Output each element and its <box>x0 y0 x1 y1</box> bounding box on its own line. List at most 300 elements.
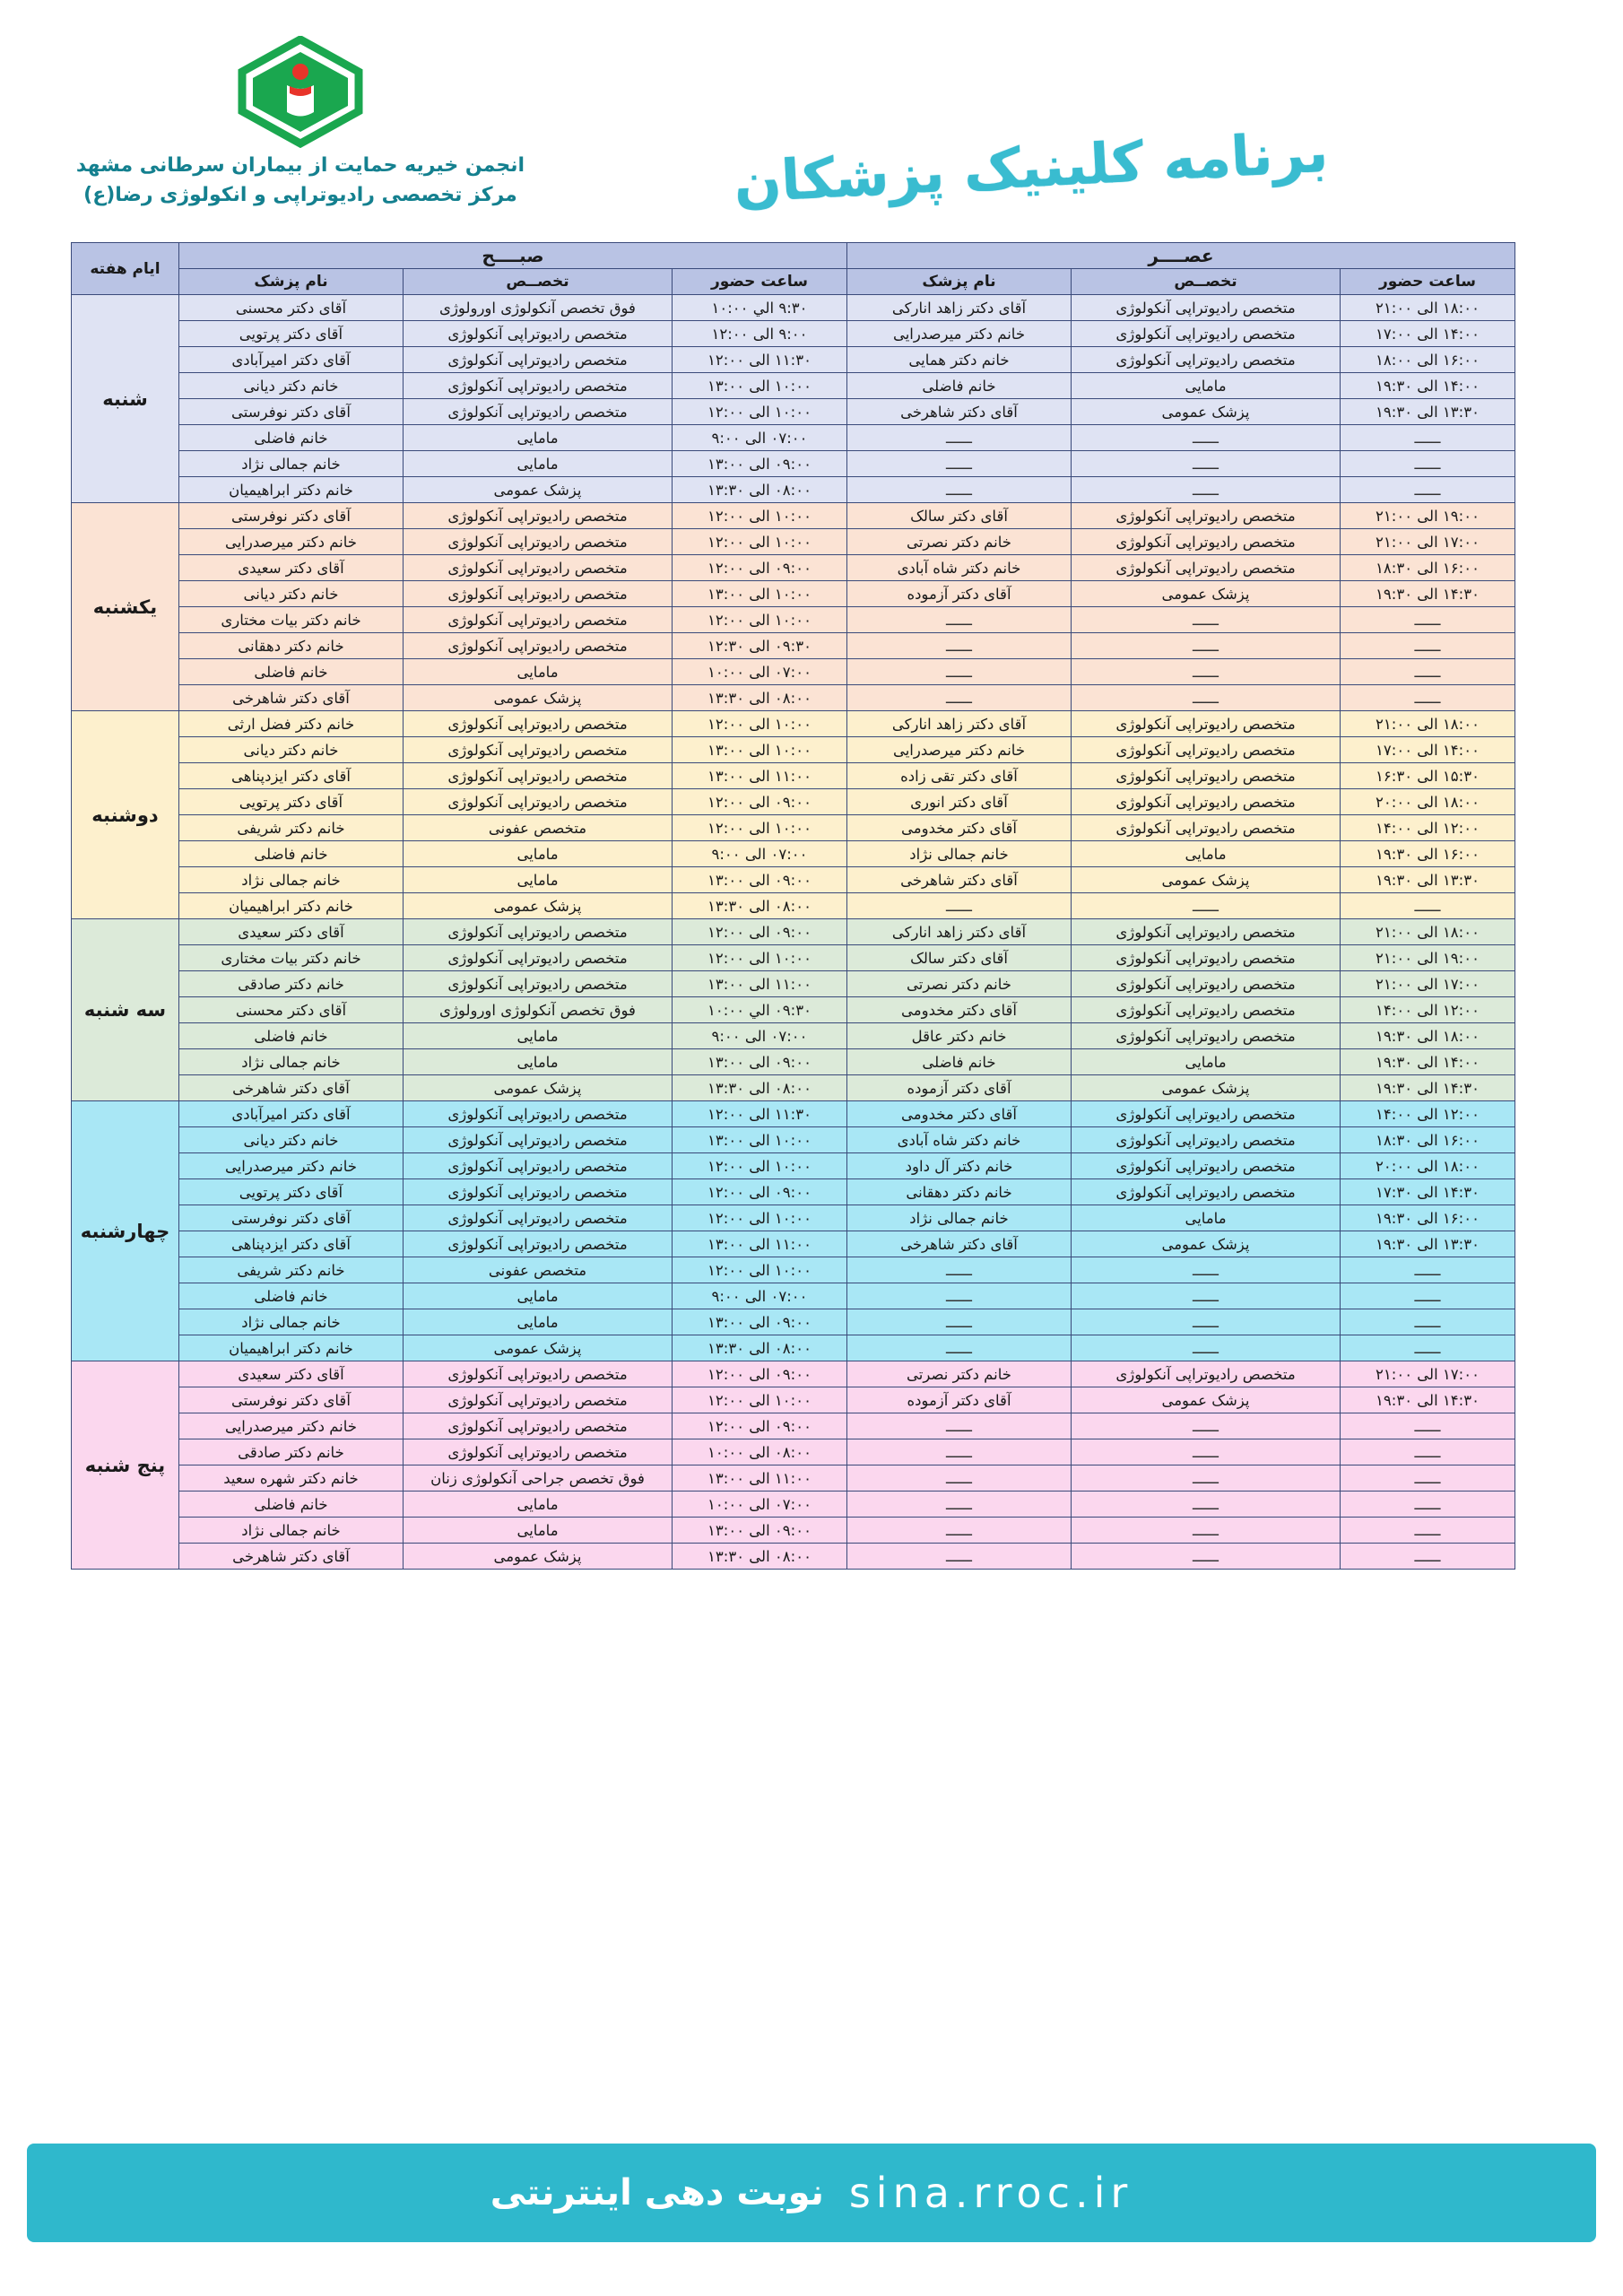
brand-line-1: انجمن خیریه حمایت از بیماران سرطانی مشهد <box>75 154 525 177</box>
cell-morning-spec: پزشک عمومی <box>404 1335 673 1361</box>
table-row <box>71 555 1515 581</box>
table-row <box>71 321 1515 347</box>
cell-morning-spec: متخصص رادیوتراپی آنكولوژی <box>404 373 673 399</box>
cell-morning-name: خانم دکتر ابراهیمیان <box>178 477 403 503</box>
cell-evening-spec: متخصص رادیوتراپی آنكولوژی <box>1072 295 1341 321</box>
table-row <box>71 581 1515 607</box>
cell-evening-spec: ــــــ <box>1072 1518 1341 1544</box>
cell-morning-time: ۱۰:۰۰ الی ۱۲:۰۰ <box>673 1387 847 1413</box>
cell-evening-name: ــــــ <box>847 451 1072 477</box>
cell-morning-name: خانم جمالی نژاد <box>178 1049 403 1075</box>
cell-evening-name: ــــــ <box>847 1544 1072 1570</box>
cell-morning-name: خانم جمالی نژاد <box>178 867 403 893</box>
cell-morning-spec: پزشک عمومی <box>404 685 673 711</box>
cell-evening-name: آقای دکتر آزموده <box>847 1387 1072 1413</box>
cell-morning-spec: مامایی <box>404 1023 673 1049</box>
cell-morning-spec: متخصص رادیوتراپی آنكولوژی <box>404 789 673 815</box>
cell-evening-time: ــــــ <box>1341 633 1515 659</box>
cell-morning-time: ۰۹:۰۰ الی ۱۲:۰۰ <box>673 1179 847 1205</box>
cell-evening-time: ــــــ <box>1341 1283 1515 1309</box>
table-row <box>71 971 1515 997</box>
cell-evening-name: ــــــ <box>847 659 1072 685</box>
cell-morning-time: ۱۱:۰۰ الی ۱۳:۰۰ <box>673 1231 847 1257</box>
cell-morning-time: ۱۰:۰۰ الی ۱۲:۰۰ <box>673 815 847 841</box>
table-row <box>71 945 1515 971</box>
footer-bar <box>27 2144 1596 2242</box>
header-day: ایام هفته <box>71 243 178 295</box>
cell-evening-time: ۱۶:۰۰ الی ۱۸:۳۰ <box>1341 555 1515 581</box>
cell-morning-time: ۰۹:۳۰ الي ۱۰:۰۰ <box>673 997 847 1023</box>
cell-morning-name: خانم دکتر بیات مختاری <box>178 945 403 971</box>
cell-morning-time: ۱۰:۰۰ الی ۱۳:۰۰ <box>673 581 847 607</box>
cell-evening-time: ــــــ <box>1341 1518 1515 1544</box>
cell-day-2: دوشنبه <box>71 711 178 919</box>
table-row <box>71 1049 1515 1075</box>
cell-evening-spec: ــــــ <box>1072 451 1341 477</box>
cell-evening-spec: پزشک عمومی <box>1072 867 1341 893</box>
cell-morning-spec: مامایی <box>404 451 673 477</box>
table-row <box>71 1309 1515 1335</box>
cell-morning-name: آقای دکتر شاهرخی <box>178 685 403 711</box>
cell-morning-name: خانم دکتر فضل ارثی <box>178 711 403 737</box>
cell-evening-name: ــــــ <box>847 425 1072 451</box>
cell-morning-time: ۰۹:۰۰ الی ۱۲:۰۰ <box>673 1413 847 1439</box>
cell-evening-time: ــــــ <box>1341 477 1515 503</box>
cell-evening-name: خانم فاضلی <box>847 373 1072 399</box>
cell-morning-name: آقای دکتر شاهرخی <box>178 1544 403 1570</box>
cell-evening-spec: متخصص رادیوتراپی آنكولوژی <box>1072 737 1341 763</box>
cell-evening-time: ۱۴:۰۰ الی ۱۹:۳۰ <box>1341 1049 1515 1075</box>
cell-morning-name: آقای دکتر ایزدپناهی <box>178 1231 403 1257</box>
cell-evening-spec: ــــــ <box>1072 1413 1341 1439</box>
table-row <box>71 659 1515 685</box>
cell-day-4: چهارشنبه <box>71 1101 178 1361</box>
cell-evening-spec: ــــــ <box>1072 1465 1341 1492</box>
cell-evening-spec: مامایی <box>1072 373 1341 399</box>
cell-evening-name: آقای دکتر آزموده <box>847 581 1072 607</box>
cell-evening-name: آقای دکتر زاهد اناركی <box>847 919 1072 945</box>
cell-evening-name: ــــــ <box>847 477 1072 503</box>
cell-evening-time: ۱۴:۳۰ الی ۱۹:۳۰ <box>1341 1387 1515 1413</box>
cell-morning-time: ۱۱:۰۰ الی ۱۳:۰۰ <box>673 763 847 789</box>
header-evening-spec: تخصــص <box>1072 269 1341 295</box>
cell-morning-time: ۰۷:۰۰ الی ۹:۰۰ <box>673 425 847 451</box>
cell-evening-time: ۱۴:۳۰ الی ۱۹:۳۰ <box>1341 1075 1515 1101</box>
cell-evening-name: ــــــ <box>847 1283 1072 1309</box>
schedule-table-wrap <box>0 242 1623 1570</box>
cell-morning-name: خانم فاضلی <box>178 1283 403 1309</box>
table-row <box>71 477 1515 503</box>
cell-morning-time: ۰۸:۰۰ الی ۱۳:۳۰ <box>673 477 847 503</box>
cell-morning-time: ۱۱:۳۰ الی ۱۲:۰۰ <box>673 347 847 373</box>
cell-morning-name: آقای دکتر سعیدی <box>178 1361 403 1387</box>
cell-evening-time: ۱۶:۰۰ الی ۱۹:۳۰ <box>1341 841 1515 867</box>
cell-evening-spec: متخصص رادیوتراپی آنكولوژی <box>1072 971 1341 997</box>
group-morning: صبــــح <box>178 243 846 269</box>
cell-evening-time: ۱۴:۳۰ الی ۱۹:۳۰ <box>1341 581 1515 607</box>
table-row <box>71 425 1515 451</box>
cell-evening-name: ــــــ <box>847 1413 1072 1439</box>
cell-evening-time: ــــــ <box>1341 685 1515 711</box>
cell-evening-time: ــــــ <box>1341 1257 1515 1283</box>
cell-morning-spec: متخصص رادیوتراپی آنكولوژی <box>404 711 673 737</box>
cell-morning-name: خانم دکتر میرصدرایی <box>178 1153 403 1179</box>
cell-evening-time: ــــــ <box>1341 1439 1515 1465</box>
cell-evening-time: ــــــ <box>1341 1544 1515 1570</box>
cell-evening-name: خانم دکتر نصرتی <box>847 971 1072 997</box>
table-row <box>71 1544 1515 1570</box>
cell-evening-time: ــــــ <box>1341 1335 1515 1361</box>
cell-evening-name: خانم دکتر نصرتی <box>847 529 1072 555</box>
table-row <box>71 997 1515 1023</box>
cell-morning-spec: مامایی <box>404 867 673 893</box>
cell-morning-time: ۱۰:۰۰ الی ۱۲:۰۰ <box>673 607 847 633</box>
cell-morning-time: ۱۱:۰۰ الی ۱۳:۰۰ <box>673 971 847 997</box>
table-row <box>71 633 1515 659</box>
cell-evening-spec: متخصص رادیوتراپی آنكولوژی <box>1072 503 1341 529</box>
cell-morning-name: خانم فاضلی <box>178 841 403 867</box>
table-row <box>71 1205 1515 1231</box>
cell-morning-time: ۰۷:۰۰ الی ۱۰:۰۰ <box>673 659 847 685</box>
cell-morning-time: ۰۸:۰۰ الی ۱۰:۰۰ <box>673 1439 847 1465</box>
cell-morning-time: ۱۱:۳۰ الی ۱۲:۰۰ <box>673 1101 847 1127</box>
cell-morning-spec: متخصص رادیوتراپی آنكولوژی <box>404 607 673 633</box>
cell-evening-name: آقای دکتر آزموده <box>847 1075 1072 1101</box>
cell-morning-spec: مامایی <box>404 1309 673 1335</box>
cell-evening-time: ۱۴:۰۰ الی ۱۷:۰۰ <box>1341 321 1515 347</box>
cell-evening-name: ــــــ <box>847 893 1072 919</box>
cell-morning-spec: متخصص رادیوتراپی آنكولوژی <box>404 633 673 659</box>
charity-logo-icon <box>233 36 368 144</box>
cell-morning-time: ۰۷:۰۰ الی ۹:۰۰ <box>673 841 847 867</box>
cell-morning-spec: پزشک عمومی <box>404 477 673 503</box>
cell-morning-name: خانم دکتر صادقی <box>178 1439 403 1465</box>
cell-morning-time: ۱۰:۰۰ الی ۱۲:۰۰ <box>673 503 847 529</box>
cell-evening-spec: پزشک عمومی <box>1072 581 1341 607</box>
table-row <box>71 1179 1515 1205</box>
cell-evening-time: ــــــ <box>1341 893 1515 919</box>
cell-evening-spec: ــــــ <box>1072 425 1341 451</box>
cell-morning-time: ۱۰:۰۰ الی ۱۲:۰۰ <box>673 1205 847 1231</box>
column-header-row <box>71 269 1515 295</box>
cell-evening-name: آقای دکتر زاهد اناركی <box>847 711 1072 737</box>
cell-evening-spec: مامایی <box>1072 841 1341 867</box>
cell-morning-spec: متخصص رادیوتراپی آنكولوژی <box>404 529 673 555</box>
cell-evening-time: ۱۲:۰۰ الی ۱۴:۰۰ <box>1341 815 1515 841</box>
table-row <box>71 373 1515 399</box>
cell-evening-spec: ــــــ <box>1072 477 1341 503</box>
cell-morning-name: خانم دکتر شریفی <box>178 1257 403 1283</box>
table-row <box>71 841 1515 867</box>
cell-evening-name: آقای دکتر سالک <box>847 503 1072 529</box>
cell-evening-time: ــــــ <box>1341 1309 1515 1335</box>
cell-evening-time: ۱۶:۰۰ الی ۱۸:۳۰ <box>1341 1127 1515 1153</box>
cell-evening-time: ــــــ <box>1341 1492 1515 1518</box>
cell-evening-spec: متخصص رادیوتراپی آنكولوژی <box>1072 945 1341 971</box>
brand-line-2: مرکز تخصصی رادیوتراپی و انکولوژی رضا(ع) <box>83 184 517 206</box>
cell-morning-name: خانم جمالی نژاد <box>178 1309 403 1335</box>
cell-evening-name: ــــــ <box>847 607 1072 633</box>
cell-morning-spec: مامایی <box>404 1283 673 1309</box>
page-title: برنامه کلینیک پزشکان <box>732 118 1331 216</box>
cell-morning-spec: فوق تخصص آنکولوژی اورولوژی <box>404 295 673 321</box>
cell-evening-time: ۱۲:۰۰ الی ۱۴:۰۰ <box>1341 997 1515 1023</box>
cell-morning-time: ۹:۰۰ الی ۱۲:۰۰ <box>673 321 847 347</box>
cell-evening-name: آقای دکتر سالک <box>847 945 1072 971</box>
cell-evening-spec: متخصص رادیوتراپی آنكولوژی <box>1072 1023 1341 1049</box>
table-row <box>71 1492 1515 1518</box>
cell-morning-spec: متخصص رادیوتراپی آنكولوژی <box>404 945 673 971</box>
cell-evening-spec: متخصص رادیوتراپی آنكولوژی <box>1072 997 1341 1023</box>
cell-evening-spec: متخصص رادیوتراپی آنكولوژی <box>1072 347 1341 373</box>
cell-morning-time: ۰۸:۰۰ الی ۱۳:۳۰ <box>673 1544 847 1570</box>
cell-morning-time: ۱۰:۰۰ الی ۱۲:۰۰ <box>673 399 847 425</box>
cell-evening-time: ۱۸:۰۰ الی ۲۱:۰۰ <box>1341 295 1515 321</box>
cell-morning-spec: پزشک عمومی <box>404 1544 673 1570</box>
cell-evening-spec: پزشک عمومی <box>1072 1387 1341 1413</box>
cell-evening-spec: متخصص رادیوتراپی آنكولوژی <box>1072 529 1341 555</box>
cell-morning-spec: مامایی <box>404 841 673 867</box>
cell-evening-time: ــــــ <box>1341 451 1515 477</box>
cell-evening-spec: ــــــ <box>1072 685 1341 711</box>
table-row <box>71 1231 1515 1257</box>
table-row <box>71 1361 1515 1387</box>
cell-morning-name: خانم دکتر بیات مختاری <box>178 607 403 633</box>
cell-morning-name: خانم دکتر دیانی <box>178 1127 403 1153</box>
cell-morning-time: ۹:۳۰ الي ۱۰:۰۰ <box>673 295 847 321</box>
header-evening-time: ساعت حضور <box>1341 269 1515 295</box>
cell-evening-time: ۱۹:۰۰ الی ۲۱:۰۰ <box>1341 503 1515 529</box>
cell-evening-spec: متخصص رادیوتراپی آنكولوژی <box>1072 1361 1341 1387</box>
cell-day-0: شنبه <box>71 295 178 503</box>
cell-evening-name: خانم دکتر عاقل <box>847 1023 1072 1049</box>
table-body <box>71 295 1515 1570</box>
cell-morning-spec: متخصص رادیوتراپی آنكولوژی <box>404 1179 673 1205</box>
cell-evening-spec: ــــــ <box>1072 1335 1341 1361</box>
cell-evening-time: ــــــ <box>1341 607 1515 633</box>
booking-url[interactable]: sina.rroc.ir <box>848 2169 1133 2217</box>
cell-morning-name: خانم جمالی نژاد <box>178 451 403 477</box>
table-row <box>71 451 1515 477</box>
cell-evening-time: ۱۳:۳۰ الی ۱۹:۳۰ <box>1341 1231 1515 1257</box>
cell-morning-time: ۰۷:۰۰ الی ۹:۰۰ <box>673 1283 847 1309</box>
cell-morning-name: آقای دکتر محسنی <box>178 997 403 1023</box>
cell-morning-spec: متخصص رادیوتراپی آنكولوژی <box>404 555 673 581</box>
cell-morning-time: ۰۸:۰۰ الی ۱۳:۳۰ <box>673 893 847 919</box>
cell-morning-name: آقای دکتر ایزدپناهی <box>178 763 403 789</box>
cell-morning-time: ۱۰:۰۰ الی ۱۲:۰۰ <box>673 711 847 737</box>
cell-evening-spec: پزشک عمومی <box>1072 1075 1341 1101</box>
cell-morning-spec: متخصص رادیوتراپی آنكولوژی <box>404 1101 673 1127</box>
cell-morning-time: ۰۹:۳۰ الی ۱۲:۳۰ <box>673 633 847 659</box>
cell-evening-name: خانم جمالی نژاد <box>847 1205 1072 1231</box>
table-row <box>71 685 1515 711</box>
cell-evening-name: آقای دکتر زاهد اناركی <box>847 295 1072 321</box>
cell-evening-name: آقای دکتر شاهرخی <box>847 1231 1072 1257</box>
cell-evening-time: ۱۵:۳۰ الی ۱۶:۳۰ <box>1341 763 1515 789</box>
cell-morning-time: ۱۰:۰۰ الی ۱۳:۰۰ <box>673 1127 847 1153</box>
cell-morning-spec: متخصص رادیوتراپی آنكولوژی <box>404 763 673 789</box>
cell-morning-spec: مامایی <box>404 425 673 451</box>
cell-evening-time: ۱۶:۰۰ الی ۱۹:۳۰ <box>1341 1205 1515 1231</box>
cell-morning-spec: متخصص رادیوتراپی آنكولوژی <box>404 1153 673 1179</box>
cell-morning-name: خانم فاضلی <box>178 1492 403 1518</box>
cell-morning-spec: متخصص رادیوتراپی آنكولوژی <box>404 503 673 529</box>
table-row <box>71 1413 1515 1439</box>
cell-morning-spec: فوق تخصص آنکولوژی اورولوژی <box>404 997 673 1023</box>
cell-evening-spec: پزشک عمومی <box>1072 399 1341 425</box>
cell-evening-time: ــــــ <box>1341 1413 1515 1439</box>
cell-evening-name: آقای دکتر مخدومی <box>847 997 1072 1023</box>
cell-morning-spec: متخصص رادیوتراپی آنكولوژی <box>404 399 673 425</box>
cell-evening-name: ــــــ <box>847 633 1072 659</box>
cell-morning-time: ۱۰:۰۰ الی ۱۳:۰۰ <box>673 373 847 399</box>
cell-morning-name: آقای دکتر نوفرستی <box>178 399 403 425</box>
cell-evening-name: ــــــ <box>847 1309 1072 1335</box>
cell-morning-time: ۰۹:۰۰ الی ۱۲:۰۰ <box>673 919 847 945</box>
cell-morning-spec: متخصص رادیوتراپی آنكولوژی <box>404 1127 673 1153</box>
cell-evening-name: خانم دکتر شاه آبادی <box>847 1127 1072 1153</box>
cell-day-1: یکشنبه <box>71 503 178 711</box>
cell-morning-spec: متخصص رادیوتراپی آنكولوژی <box>404 1413 673 1439</box>
table-row <box>71 1257 1515 1283</box>
cell-morning-time: ۱۰:۰۰ الی ۱۲:۰۰ <box>673 945 847 971</box>
table-row <box>71 607 1515 633</box>
table-row <box>71 1335 1515 1361</box>
table-row <box>71 815 1515 841</box>
cell-evening-name: خانم دکتر آل داود <box>847 1153 1072 1179</box>
cell-evening-time: ۱۳:۳۰ الی ۱۹:۳۰ <box>1341 399 1515 425</box>
cell-morning-name: آقای دکتر پرتویی <box>178 1179 403 1205</box>
cell-morning-spec: متخصص عفونی <box>404 1257 673 1283</box>
cell-morning-spec: فوق تخصص جراحی آنکولوژی زنان <box>404 1465 673 1492</box>
cell-morning-name: خانم فاضلی <box>178 659 403 685</box>
cell-morning-name: آقای دکتر نوفرستی <box>178 503 403 529</box>
cell-evening-spec: ــــــ <box>1072 633 1341 659</box>
cell-evening-name: آقای دکتر مخدومی <box>847 815 1072 841</box>
cell-evening-time: ۱۷:۰۰ الی ۲۱:۰۰ <box>1341 1361 1515 1387</box>
cell-morning-time: ۰۹:۰۰ الی ۱۳:۰۰ <box>673 1309 847 1335</box>
cell-evening-time: ۱۳:۳۰ الی ۱۹:۳۰ <box>1341 867 1515 893</box>
table-row <box>71 1283 1515 1309</box>
cell-evening-spec: متخصص رادیوتراپی آنكولوژی <box>1072 1127 1341 1153</box>
cell-evening-spec: متخصص رادیوتراپی آنكولوژی <box>1072 321 1341 347</box>
cell-evening-name: آقای دکتر شاهرخی <box>847 399 1072 425</box>
cell-morning-spec: متخصص رادیوتراپی آنكولوژی <box>404 321 673 347</box>
cell-evening-time: ۱۷:۰۰ الی ۲۱:۰۰ <box>1341 529 1515 555</box>
cell-evening-spec: متخصص رادیوتراپی آنكولوژی <box>1072 1101 1341 1127</box>
cell-evening-time: ۱۸:۰۰ الی ۲۱:۰۰ <box>1341 919 1515 945</box>
cell-evening-name: ــــــ <box>847 1465 1072 1492</box>
cell-morning-name: آقای دکتر پرتویی <box>178 789 403 815</box>
cell-evening-name: خانم دکتر دهقانی <box>847 1179 1072 1205</box>
cell-morning-spec: متخصص رادیوتراپی آنكولوژی <box>404 1205 673 1231</box>
cell-evening-name: آقای دکتر تقی زاده <box>847 763 1072 789</box>
cell-morning-time: ۰۷:۰۰ الی ۱۰:۰۰ <box>673 1492 847 1518</box>
cell-morning-name: خانم دکتر ابراهیمیان <box>178 1335 403 1361</box>
table-row <box>71 893 1515 919</box>
cell-evening-time: ۱۸:۰۰ الی ۲۰:۰۰ <box>1341 1153 1515 1179</box>
cell-morning-name: آقای دکتر امیرآبادی <box>178 1101 403 1127</box>
cell-morning-time: ۰۹:۰۰ الی ۱۲:۰۰ <box>673 789 847 815</box>
cell-evening-name: ــــــ <box>847 685 1072 711</box>
cell-evening-name: ــــــ <box>847 1335 1072 1361</box>
cell-evening-spec: مامایی <box>1072 1205 1341 1231</box>
table-row <box>71 1075 1515 1101</box>
cell-morning-spec: متخصص رادیوتراپی آنكولوژی <box>404 1387 673 1413</box>
cell-morning-name: خانم دکتر صادقی <box>178 971 403 997</box>
cell-evening-spec: ــــــ <box>1072 1309 1341 1335</box>
cell-morning-name: آقای دکتر سعیدی <box>178 555 403 581</box>
cell-morning-spec: متخصص عفونی <box>404 815 673 841</box>
cell-evening-spec: ــــــ <box>1072 1283 1341 1309</box>
cell-evening-spec: متخصص رادیوتراپی آنكولوژی <box>1072 919 1341 945</box>
cell-evening-name: خانم فاضلی <box>847 1049 1072 1075</box>
table-row <box>71 1101 1515 1127</box>
cell-evening-time: ۱۸:۰۰ الی ۲۱:۰۰ <box>1341 711 1515 737</box>
cell-evening-time: ۱۴:۰۰ الی ۱۷:۰۰ <box>1341 737 1515 763</box>
cell-morning-name: خانم دکتر میرصدرایی <box>178 1413 403 1439</box>
cell-morning-time: ۰۹:۰۰ الی ۱۳:۰۰ <box>673 451 847 477</box>
cell-morning-time: ۰۹:۰۰ الی ۱۳:۰۰ <box>673 1518 847 1544</box>
cell-morning-spec: متخصص رادیوتراپی آنكولوژی <box>404 1361 673 1387</box>
cell-morning-time: ۰۸:۰۰ الی ۱۳:۳۰ <box>673 1335 847 1361</box>
cell-evening-name: ــــــ <box>847 1257 1072 1283</box>
brand-block <box>75 36 525 210</box>
cell-morning-spec: پزشک عمومی <box>404 1075 673 1101</box>
cell-evening-time: ۱۷:۰۰ الی ۲۱:۰۰ <box>1341 971 1515 997</box>
cell-evening-spec: مامایی <box>1072 1049 1341 1075</box>
cell-evening-name: آقای دکتر شاهرخی <box>847 867 1072 893</box>
table-row <box>71 295 1515 321</box>
cell-evening-time: ۱۶:۰۰ الی ۱۸:۰۰ <box>1341 347 1515 373</box>
cell-evening-spec: ــــــ <box>1072 659 1341 685</box>
cell-evening-time: ۱۴:۳۰ الی ۱۷:۳۰ <box>1341 1179 1515 1205</box>
table-row <box>71 1023 1515 1049</box>
cell-morning-spec: متخصص رادیوتراپی آنكولوژی <box>404 1439 673 1465</box>
cell-evening-spec: متخصص رادیوتراپی آنكولوژی <box>1072 789 1341 815</box>
cell-evening-time: ــــــ <box>1341 425 1515 451</box>
cell-morning-name: آقای دکتر محسنی <box>178 295 403 321</box>
cell-morning-name: آقای دکتر امیرآبادی <box>178 347 403 373</box>
table-row <box>71 737 1515 763</box>
cell-morning-name: خانم دکتر دیانی <box>178 373 403 399</box>
table-row <box>71 529 1515 555</box>
cell-morning-time: ۰۹:۰۰ الی ۱۳:۰۰ <box>673 1049 847 1075</box>
cell-morning-spec: متخصص رادیوتراپی آنكولوژی <box>404 1231 673 1257</box>
cell-morning-time: ۰۹:۰۰ الی ۱۳:۰۰ <box>673 867 847 893</box>
cell-evening-name: خانم جمالی نژاد <box>847 841 1072 867</box>
cell-morning-time: ۱۰:۰۰ الی ۱۲:۰۰ <box>673 1257 847 1283</box>
cell-morning-spec: متخصص رادیوتراپی آنكولوژی <box>404 581 673 607</box>
cell-evening-spec: متخصص رادیوتراپی آنكولوژی <box>1072 711 1341 737</box>
cell-evening-spec: متخصص رادیوتراپی آنكولوژی <box>1072 1179 1341 1205</box>
table-row <box>71 1518 1515 1544</box>
cell-evening-time: ۱۸:۰۰ الی ۱۹:۳۰ <box>1341 1023 1515 1049</box>
cell-evening-name: ــــــ <box>847 1518 1072 1544</box>
cell-evening-time: ــــــ <box>1341 659 1515 685</box>
cell-morning-time: ۱۰:۰۰ الی ۱۲:۰۰ <box>673 529 847 555</box>
table-row <box>71 347 1515 373</box>
cell-morning-name: خانم دکتر میرصدرایی <box>178 529 403 555</box>
cell-evening-spec: ــــــ <box>1072 893 1341 919</box>
table-row <box>71 867 1515 893</box>
cell-evening-spec: متخصص رادیوتراپی آنكولوژی <box>1072 555 1341 581</box>
cell-evening-spec: ــــــ <box>1072 607 1341 633</box>
booking-label: نوبت دهی اینترنتی <box>490 2172 824 2213</box>
table-head <box>71 243 1515 295</box>
cell-morning-name: خانم دکتر دهقانی <box>178 633 403 659</box>
